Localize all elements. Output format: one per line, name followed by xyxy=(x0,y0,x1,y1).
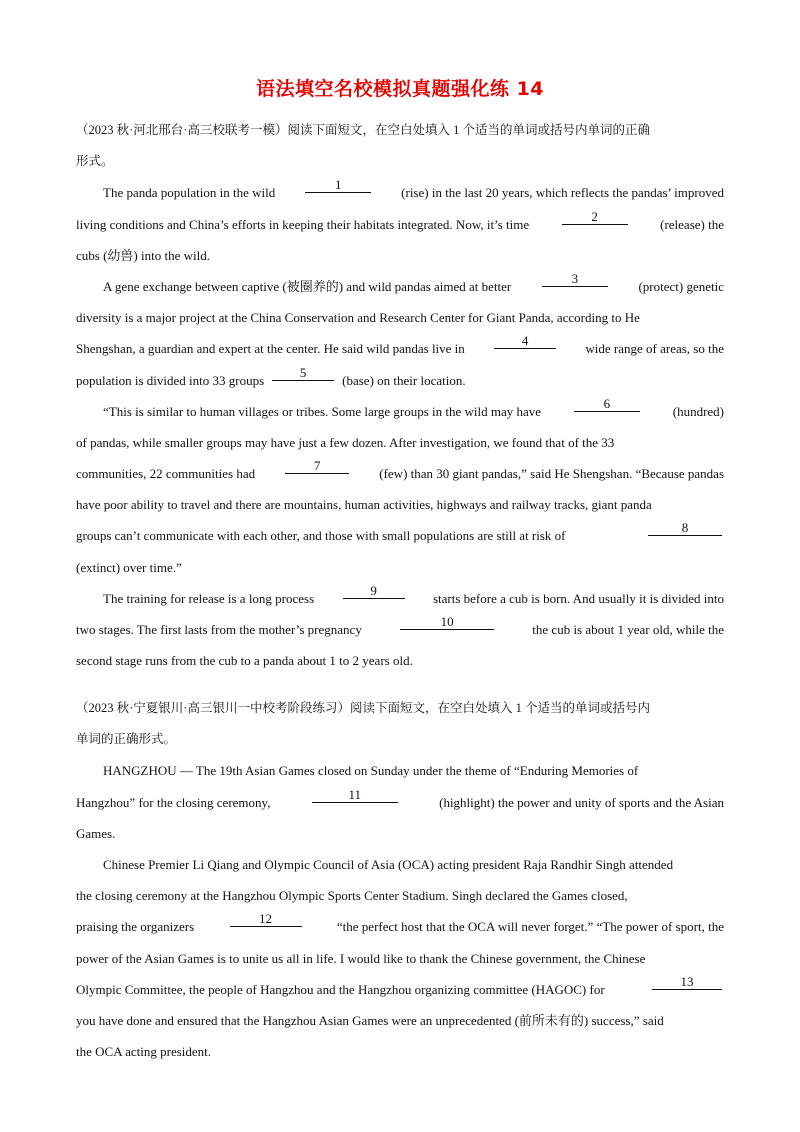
answer-blank[interactable]: 8 xyxy=(648,520,722,536)
text-line: two stages. The first lasts from the mother’s pregnancy 10 the cub is about 1 year old, while the xyxy=(76,614,724,637)
passage-source: （2023 秋·宁夏银川·高三银川一中校考阶段练习）阅读下面短文，在空白处填入 1 个适当的单词或括号内 xyxy=(76,701,650,715)
text-line: the closing ceremony at the Hangzhou Olympic Sports Center Stadium. Singh declared the Games closed, xyxy=(76,888,628,904)
passage-1 xyxy=(76,115,724,676)
text-line: Shengshan, a guardian and expert at the center. He said wild pandas live in 4 wide range of areas, so the xyxy=(76,333,724,357)
text-line: diversity is a major project at the China Conservation and Research Center for Giant Panda, according to He xyxy=(76,310,640,326)
answer-blank[interactable]: 13 xyxy=(652,974,722,990)
text-line: you have done and ensured that the Hangzhou Asian Games were an unprecedented (前所未有的) success,” said xyxy=(76,1012,664,1028)
text-line: Hangzhou” for the closing ceremony, 11 (highlight) the power and unity of sports and the Asian xyxy=(76,786,724,810)
text-line: have poor ability to travel and there are mountains, human activities, highways and railway tracks, giant panda xyxy=(76,497,652,513)
text-line: power of the Asian Games is to unite us all in life. I would like to thank the Chinese government, the Chinese xyxy=(76,950,646,966)
text-line: living conditions and China’s efforts in keeping their habitats integrated. Now, it’s time 2 (release) the xyxy=(76,208,724,232)
answer-blank[interactable]: 5 xyxy=(272,365,334,381)
text-line: cubs (幼兽) into the wild. xyxy=(76,247,210,263)
answer-blank[interactable]: 7 xyxy=(285,458,349,474)
text-line: communities, 22 communities had 7 (few) than 30 giant pandas,” said He Shengshan. “Because pandas xyxy=(76,458,724,482)
passage-source: 形式。 xyxy=(76,154,114,169)
text-line: The panda population in the wild 1 (rise) in the last 20 years, which reflects the pandas’ improved xyxy=(103,177,724,201)
text-line: groups can’t communicate with each other, and those with small populations are still at risk of 8 xyxy=(76,520,724,551)
answer-blank[interactable]: 3 xyxy=(542,271,608,287)
answer-blank[interactable]: 4 xyxy=(494,333,556,349)
text-line: population is divided into 33 groups 5 (base) on their location. xyxy=(76,364,466,388)
answer-blank[interactable]: 10 xyxy=(400,614,494,630)
text-line: “This is similar to human villages or tribes. Some large groups in the wild may have 6 (hundred) xyxy=(103,395,724,419)
text-line: Olympic Committee, the people of Hangzhou and the Hangzhou organizing committee (HAGOC) for 13 xyxy=(76,974,724,1005)
answer-blank[interactable]: 11 xyxy=(312,787,398,803)
answer-blank[interactable]: 12 xyxy=(230,911,302,927)
page-title: 语法填空名校模拟真题强化练 14 xyxy=(255,78,545,100)
answer-blank[interactable]: 9 xyxy=(343,583,405,599)
answer-blank[interactable]: 2 xyxy=(562,209,628,225)
text-line: Chinese Premier Li Qiang and Olympic Council of Asia (OCA) acting president Raja Randhir Singh attended xyxy=(103,856,674,872)
answer-blank[interactable]: 1 xyxy=(305,177,371,193)
passage-source: （2023 秋·河北邢台·高三校联考一模）阅读下面短文，在空白处填入 1 个适当的单词或括号内单词的正确 xyxy=(76,123,650,137)
text-line: second stage runs from the cub to a panda about 1 to 2 years old. xyxy=(76,653,413,669)
text-line: Games. xyxy=(76,825,116,841)
text-line: The training for release is a long process 9 starts before a cub is born. And usually it is divided into xyxy=(103,582,724,606)
answer-blank[interactable]: 6 xyxy=(574,396,640,412)
passage-2 xyxy=(76,693,724,1067)
text-line: A gene exchange between captive (被圈养的) and wild pandas aimed at better 3 (protect) genetic xyxy=(103,270,724,294)
text-line: praising the organizers 12 “the perfect host that the OCA will never forget.” “The power of sport, the xyxy=(76,911,724,935)
passage-source: 单词的正确形式。 xyxy=(76,732,177,747)
text-line: of pandas, while smaller groups may have just a few dozen. After investigation, we found that of the 33 xyxy=(76,434,615,450)
text-line: the OCA acting president. xyxy=(76,1044,212,1060)
text-line: (extinct) over time.” xyxy=(76,559,182,575)
text-line: HANGZHOU — The 19th Asian Games closed on Sunday under the theme of “Enduring Memories of xyxy=(103,763,639,779)
